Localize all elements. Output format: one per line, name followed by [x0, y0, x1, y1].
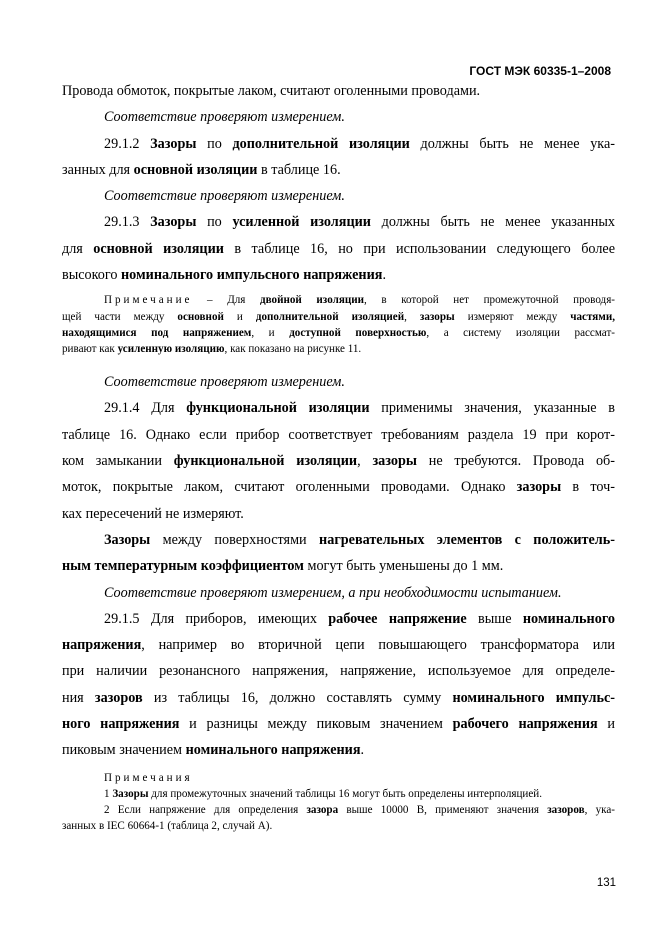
clause-29-1-3: 29.1.3 Зазоры по усиленной изоляции должны быть не менее указанных [104, 214, 615, 231]
paragraph-line: моток, покрытые лаком, считают оголенными проводами. Однако зазоры в точ- [62, 479, 615, 496]
clause-29-1-4: 29.1.4 Для функциональной изоляции применимы значения, указанные в [104, 400, 615, 417]
note-item-2: 2 Если напряжение для определения зазора выше 10000 В, применяют значения зазоров, ука- [104, 804, 615, 817]
page-body [62, 78, 615, 834]
notes-heading: Примечания [104, 771, 193, 784]
page-number: 131 [596, 877, 616, 889]
heating-elements-paragraph: Зазоры между поверхностями нагревательных элементов с положитель- [104, 531, 615, 548]
paragraph-line: при наличии резонансного напряжения, напряжение, используемое для определе- [62, 663, 615, 680]
clause-29-1-5: 29.1.5 Для приборов, имеющих рабочее напряжение выше номинального [104, 610, 616, 627]
clause-29-1-2: 29.1.2 Зазоры по дополнительной изоляции должны быть не менее ука- [104, 135, 615, 152]
note-text: ривают как усиленную изоляцию, как показано на рисунке 11. [62, 342, 362, 355]
paragraph-line: занных для основной изоляции в таблице 16. [62, 161, 341, 178]
compliance-note: Соответствие проверяют измерением. [104, 374, 345, 391]
compliance-note: Соответствие проверяют измерением, а при необходимости испытанием. [104, 584, 562, 601]
paragraph-line: ком замыкании функциональной изоляции, зазоры не требуются. Провода об- [62, 453, 616, 470]
paragraph-line: ного напряжения и разницы между пиковым значением рабочего напряжения и [62, 716, 616, 733]
note-item-1: 1 Зазоры для промежуточных значений таблицы 16 могут быть определены интерполяцией. [104, 787, 542, 800]
compliance-note: Соответствие проверяют измерением. [104, 188, 345, 205]
paragraph-line: ным температурным коэффициентом могут быть уменьшены до 1 мм. [62, 558, 504, 575]
paragraph-line: Провода обмоток, покрытые лаком, считают оголенными проводами. [62, 83, 481, 99]
compliance-note: Соответствие проверяют измерением. [104, 109, 345, 126]
paragraph-line: для основной изоляции в таблице 16, но при использовании следующего более [62, 240, 615, 257]
paragraph-line: ках пересечений не измеряют. [62, 505, 244, 522]
paragraph-line: ния зазоров из таблицы 16, должно составлять сумму номинального импульс- [62, 689, 615, 706]
note-label: Примечание [104, 294, 193, 307]
paragraph-line: таблице 16. Однако если прибор соответствует требованиям раздела 19 при корот- [62, 426, 615, 443]
note-text: Примечание – Для двойной изоляции, в которой нет промежуточной проводя- [104, 294, 615, 307]
standard-code-header: ГОСТ МЭК 60335-1–2008 [469, 64, 611, 78]
paragraph-line: высокого номинального импульсного напряжения. [62, 267, 386, 284]
note-text: находящимися под напряжением, и доступной поверхностью, а систему изоляции рассмат- [62, 326, 615, 339]
note-text: занных в IEC 60664-1 (таблица 2, случай А). [62, 820, 273, 833]
paragraph-line: напряжения, например во вторичной цепи повышающего трансформатора или [62, 637, 615, 654]
note-text: щей части между основной и дополнительной изоляцией, зазоры измеряют между частями, [62, 310, 616, 323]
paragraph-line: пиковым значением номинального напряжения. [62, 742, 365, 759]
